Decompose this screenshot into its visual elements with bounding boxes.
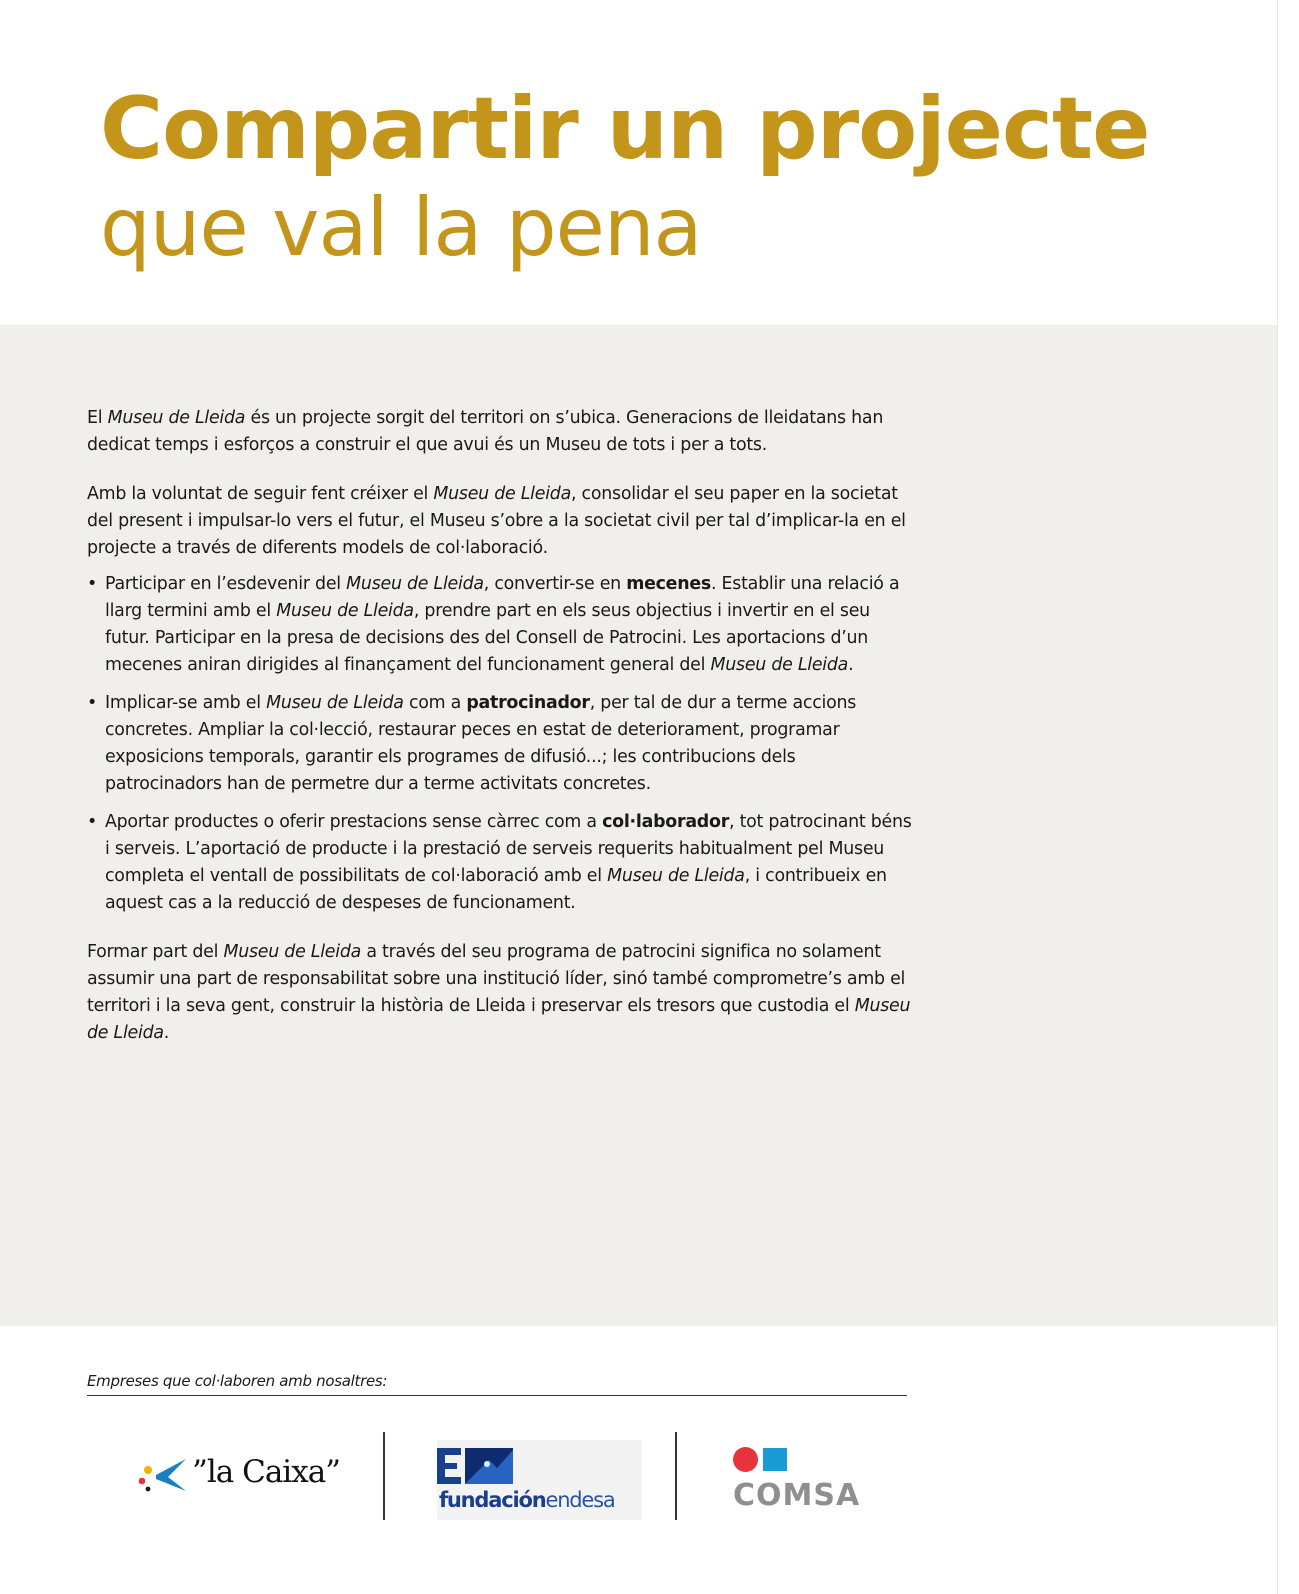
- page-edge: [1277, 0, 1299, 1594]
- endesa-emblem-icon: [437, 1446, 515, 1488]
- closing-paragraph: Formar part del Museu de Lleida a través del seu programa de patrocini significa no solament assumir una part de responsabilitat sobre una institució líder, sinó també comprometre’s amb el territori i la seva gent, construir la història de Lleida i preservar els tresors que custodia el Museu de Lleida.: [87, 942, 911, 1043]
- comsa-logo: [733, 1440, 873, 1520]
- comsa-wordmark: COMSA: [733, 1478, 861, 1513]
- page-title: Compartir un projecte: [100, 79, 1150, 179]
- partners-footer: [0, 1326, 1278, 1594]
- content-panel: [0, 325, 1278, 1326]
- la-caixa-logo: [138, 1450, 341, 1500]
- page-header: [0, 0, 1278, 325]
- fundacion-endesa-logo: [437, 1440, 642, 1520]
- fundacion-endesa-wordmark: fundaciónendesa: [439, 1488, 615, 1512]
- list-item-patrocinador: • Implicar-se amb el Museu de Lleida com a patrocinador, per tal de dur a terme accions concretes. Ampliar la col·lecció, restaurar peces en estat de deteriorament, programar exposicions temporals, garantir els programes de difusió...; les contribucions dels patrocinadors han de permetre dur a terme activitats concretes.: [87, 690, 917, 798]
- la-caixa-star-icon: [138, 1455, 190, 1495]
- intro-paragraph: El Museu de Lleida és un projecte sorgit del territori on s’ubica. Generacions de lleidatans han dedicat temps i esforços a construir el que avui és un Museu de tots i per a tots.: [87, 408, 884, 455]
- page-subtitle: que val la pena: [100, 181, 702, 274]
- comsa-red-dot-icon: [733, 1447, 758, 1472]
- list-item-collaborador: • Aportar productes o oferir prestacions sense càrrec com a col·laborador, tot patrocinant béns i serveis. L’aportació de producte i la prestació de serveis requerits habitualment pel Museu completa el ventall de possibilitats de col·laboració amb el Museu de Lleida, i contribueix en aquest cas a la reducció de despeses de funcionament.: [87, 809, 917, 917]
- partners-divider-line: [87, 1395, 907, 1396]
- logo-separator: [675, 1432, 677, 1520]
- body-text: [87, 405, 917, 1069]
- la-caixa-wordmark: ”la Caixa”: [192, 1454, 341, 1490]
- partners-label: Empreses que col·laboren amb nosaltres:: [87, 1372, 388, 1390]
- logo-separator: [383, 1432, 385, 1520]
- comsa-blue-square-icon: [763, 1448, 787, 1471]
- list-item-mecenes: • Participar en l’esdevenir del Museu de Lleida, convertir-se en mecenes. Establir una relació a llarg termini amb el Museu de Lleida, prendre part en els seus objectius i invertir en el seu futur. Participar en la presa de decisions des del Consell de Patrocini. Les aportacions d’un mecenes aniran dirigides al finançament del funcionament general del Museu de Lleida.: [87, 571, 917, 679]
- collaboration-models-list: [87, 571, 917, 917]
- collaboration-paragraph: Amb la voluntat de seguir fent créixer el Museu de Lleida, consolidar el seu paper en la societat del present i impulsar-lo vers el futur, el Museu s’obre a la societat civil per tal d’implicar-la en el projecte a través de diferents models de col·laboració.: [87, 484, 906, 558]
